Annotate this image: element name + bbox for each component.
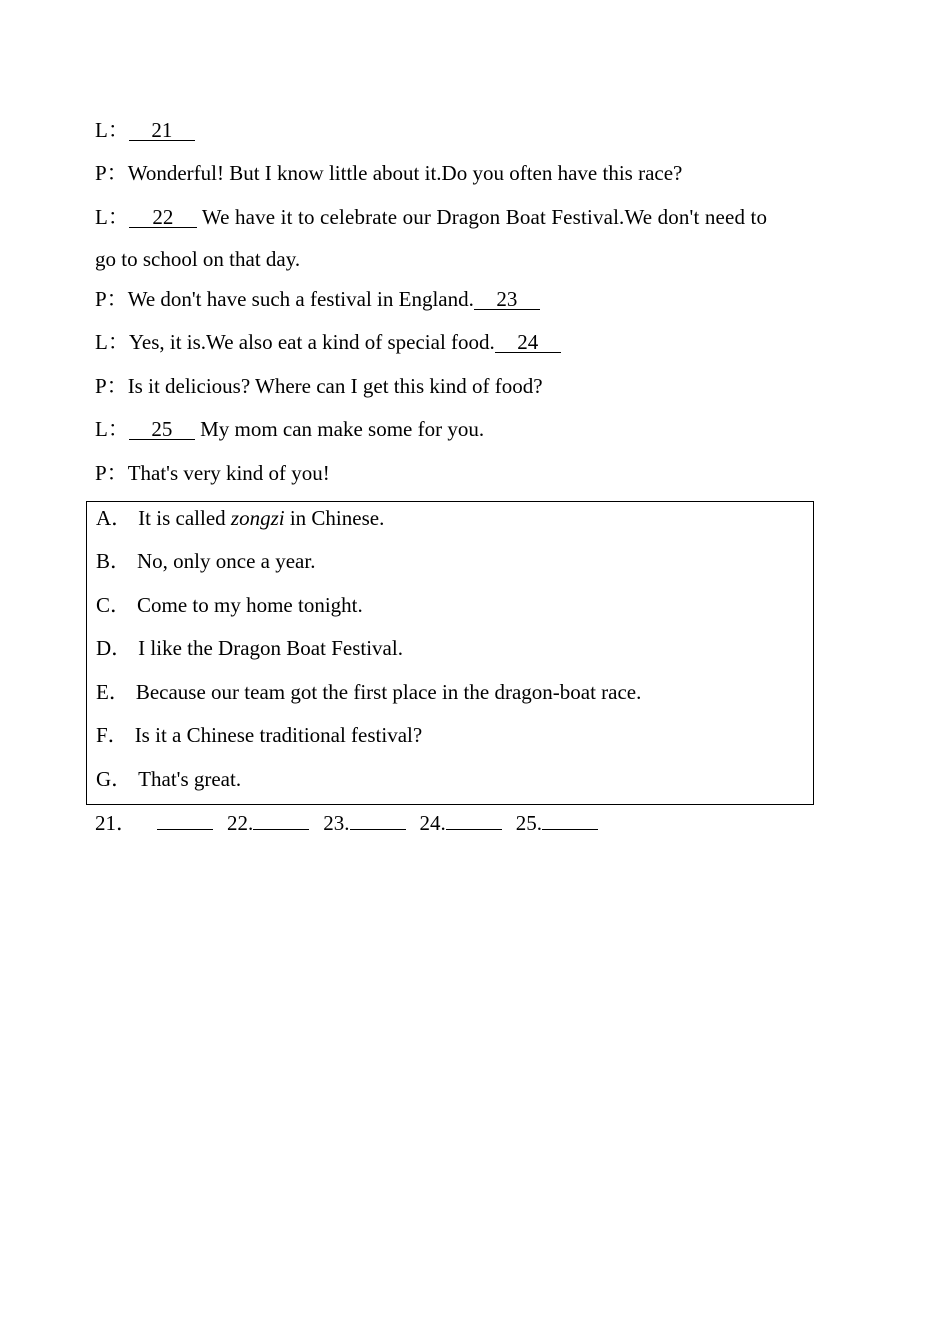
answer-blank[interactable] — [350, 811, 406, 830]
dialogue-line-4 — [95, 287, 540, 311]
answer-blank[interactable] — [157, 811, 213, 830]
option-f — [96, 723, 422, 747]
option-text: I like the Dragon Boat Festival. — [138, 636, 403, 660]
numbered-blank: 21 — [129, 120, 195, 141]
dialogue-line-3 — [95, 205, 767, 229]
option-b — [96, 549, 315, 573]
answer-23[interactable] — [323, 811, 405, 835]
option-letter: A． — [96, 506, 133, 530]
speaker-label: P： — [95, 287, 128, 311]
option-text: It is called — [138, 506, 231, 530]
dialogue-line-8 — [95, 461, 330, 485]
dialogue-text: Yes, it is.We also eat a kind of special food. — [128, 330, 495, 354]
dialogue-line-5 — [95, 330, 561, 354]
option-a — [96, 506, 384, 530]
option-text: Is it a Chinese traditional festival? — [134, 723, 423, 747]
answer-blank[interactable] — [446, 811, 502, 830]
answer-number: 25. — [515, 811, 542, 835]
speaker-label: P： — [95, 161, 128, 185]
answer-number: 21． — [95, 811, 137, 835]
dialogue-text: We don't have such a festival in England. — [127, 287, 474, 311]
answer-24[interactable] — [420, 811, 502, 835]
option-text: No, only once a year. — [137, 549, 316, 573]
option-letter: E． — [96, 680, 130, 704]
answer-21[interactable] — [95, 811, 213, 835]
option-g — [96, 767, 241, 791]
option-italic-word: zongzi — [230, 506, 285, 530]
answer-number: 22. — [227, 811, 254, 835]
dialogue-line-7 — [95, 417, 484, 441]
speaker-label: P： — [95, 374, 128, 398]
answer-number: 23. — [323, 811, 350, 835]
options-box — [86, 501, 814, 805]
option-letter: F． — [96, 723, 129, 747]
dialogue-text: Wonderful! But I know little about it.Do you often have this race? — [127, 161, 683, 185]
dialogue-line-1 — [95, 118, 195, 142]
option-e — [96, 680, 641, 704]
option-d — [96, 636, 403, 660]
option-letter: B． — [96, 549, 132, 573]
answer-25[interactable] — [516, 811, 598, 835]
numbered-blank: 24 — [495, 332, 561, 353]
option-c — [96, 593, 363, 617]
numbered-blank: 25 — [129, 419, 195, 440]
option-letter: G． — [96, 767, 133, 791]
dialogue-line-3-continued — [95, 247, 300, 271]
dialogue-line-2 — [95, 161, 682, 185]
answer-number: 24. — [419, 811, 446, 835]
speaker-label: L： — [95, 205, 129, 229]
speaker-label: P： — [95, 461, 128, 485]
option-text: Come to my home tonight. — [137, 593, 363, 617]
answer-blank[interactable] — [253, 811, 309, 830]
speaker-label: L： — [95, 118, 129, 142]
option-text: Because our team got the first place in the dragon-boat race. — [135, 680, 642, 704]
dialogue-text: We have it to celebrate our Dragon Boat Festival.We don't need to — [196, 205, 768, 229]
option-text-tail: in Chinese. — [284, 506, 385, 530]
dialogue-text: Is it delicious? Where can I get this kind of food? — [127, 374, 543, 398]
dialogue-text: That's very kind of you! — [127, 461, 330, 485]
dialogue-line-6 — [95, 374, 543, 398]
numbered-blank: 22 — [129, 207, 197, 228]
numbered-blank: 23 — [474, 289, 540, 310]
answer-row — [95, 811, 612, 835]
dialogue-text: My mom can make some for you. — [194, 417, 485, 441]
speaker-label: L： — [95, 330, 129, 354]
option-letter: D． — [96, 636, 133, 660]
dialogue-text: go to school on that day. — [95, 247, 301, 271]
answer-22[interactable] — [227, 811, 309, 835]
option-letter: C． — [96, 593, 132, 617]
speaker-label: L： — [95, 417, 129, 441]
answer-blank[interactable] — [542, 811, 598, 830]
option-text: That's great. — [138, 767, 242, 791]
